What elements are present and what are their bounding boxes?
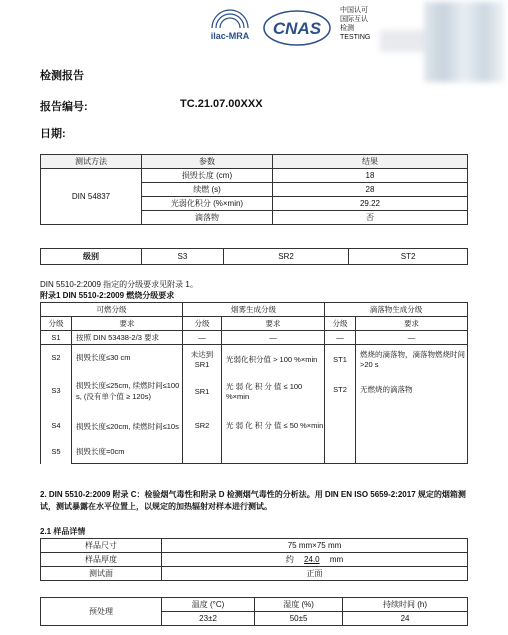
dash-cell: —: [325, 331, 356, 345]
group-header-drip: 滴落物生成分级: [325, 303, 468, 317]
grade-s: S3: [142, 249, 224, 265]
sr-grade: 未达到 SR1: [190, 350, 214, 369]
report-number-label: 报告编号:: [40, 101, 88, 113]
section-2-heading: 2. DIN 5510-2:2009 附录 C：检验烟气毒性和附录 D 检测烟气毒性的分析法。用 DIN EN ISO 5659-2:2017 规定的烟箱测试，测试暴露在水平位置上，以规定的加热辐射对样本进行测试。: [40, 490, 466, 511]
grade-sr: SR2: [223, 249, 348, 265]
col-header-method: 测试方法: [41, 155, 142, 169]
s-req: 按照 DIN 53438-2/3 要求: [72, 331, 183, 345]
s-req: 损毁长度≤20cm, 续燃时间≤10s: [76, 421, 179, 431]
preconditioning-table: [40, 597, 468, 626]
param-cell: 续燃 (s): [142, 183, 273, 197]
test-method: DIN 54837: [41, 169, 142, 225]
redacted-area: [380, 30, 430, 52]
sub-header-req: 要求: [72, 317, 183, 331]
section-2-1-heading: 2.1 样品详情: [40, 527, 86, 536]
svg-text:CNAS: CNAS: [272, 19, 322, 38]
sample-value: 正面: [162, 567, 468, 581]
cnas-logo: [262, 6, 332, 50]
thickness-unit: mm: [329, 554, 344, 564]
duration-value: 24: [343, 612, 468, 626]
s-req: 损毁长度≤25cm, 续燃时间≤100 s, (没有单个值 ≥ 120s): [76, 381, 180, 401]
sr-req: 光 弱 化 积 分 值 ≤ 100 %×min: [226, 382, 303, 401]
sr-grade: SR2: [194, 421, 210, 430]
col-header-param: 参数: [142, 155, 273, 169]
sample-details-table: [40, 538, 468, 581]
s-grade: S3: [51, 386, 61, 396]
sample-label: 样品厚度: [41, 553, 162, 567]
sub-header-grade: 分级: [325, 317, 356, 331]
grade-st: ST2: [349, 249, 468, 265]
sub-header-req: 要求: [356, 317, 468, 331]
dash-cell: —: [356, 331, 468, 345]
sr-req: 光弱化积分值 > 100 %×min: [226, 355, 318, 364]
s-grade: S1: [41, 331, 72, 345]
s-req: 损毁长度=0cm: [76, 447, 125, 456]
st-grade: ST1: [333, 355, 347, 364]
sr-req: 光 弱 化 积 分 值 ≤ 50 %×min: [226, 421, 324, 430]
st-grade: ST2: [333, 385, 347, 394]
grade-table: [40, 248, 468, 265]
result-cell: 18: [273, 169, 468, 183]
st-req: 无燃烧的滴落物: [360, 385, 413, 394]
param-cell: 滴落物: [142, 211, 273, 225]
group-header-flammability: 可燃分级: [41, 303, 183, 317]
s-grade: S4: [51, 421, 61, 431]
appendix-title: 附录1 DIN 5510-2:2009 燃烧分级要求: [40, 291, 175, 300]
result-cell: 28: [273, 183, 468, 197]
s-req: 损毁长度≤30 cm: [76, 353, 131, 362]
st-req: 燃烧的滴落物，滴落物燃烧时间>20 s: [360, 350, 465, 369]
cnas-accreditation-text: 中国认可 国际互认 检测 TESTING: [340, 7, 371, 41]
param-cell: 光弱化积分 (%×min): [142, 197, 273, 211]
sub-header-grade: 分级: [41, 317, 72, 331]
sub-header-grade: 分级: [183, 317, 222, 331]
s-grade: S5: [51, 447, 61, 457]
col-header-duration: 持续时间 (h): [343, 598, 468, 612]
report-number: TC.21.07.00XXX: [180, 98, 263, 110]
temperature-value: 23±2: [162, 612, 255, 626]
col-header-humidity: 湿度 (%): [255, 598, 343, 612]
classification-table: [40, 302, 468, 464]
redacted-qr-code: [424, 2, 504, 82]
group-header-smoke: 烟雾生成分级: [183, 303, 325, 317]
svg-text:ilac-MRA: ilac-MRA: [210, 31, 250, 41]
thickness-prefix: 约: [285, 554, 294, 564]
grading-note: DIN 5510-2:2009 指定的分级要求见附录 1。: [40, 280, 198, 289]
param-cell: 损毁长度 (cm): [142, 169, 273, 183]
col-header-temperature: 温度 (°C): [162, 598, 255, 612]
sample-label: 测试面: [41, 567, 162, 581]
humidity-value: 50±5: [255, 612, 343, 626]
dash-cell: —: [183, 331, 222, 345]
result-cell: 29.22: [273, 197, 468, 211]
report-title: 检测报告: [40, 70, 84, 82]
dash-cell: —: [222, 331, 325, 345]
sample-label: 样品尺寸: [41, 539, 162, 553]
sample-thickness: [162, 553, 468, 567]
ilac-mra-logo: [206, 6, 254, 50]
sr-grade: SR1: [194, 387, 210, 396]
precondition-label: 预处理: [41, 598, 162, 626]
grade-label: 级别: [41, 249, 142, 265]
thickness-value: 24.0: [304, 554, 320, 564]
col-header-result: 结果: [273, 155, 468, 169]
sub-header-req: 要求: [222, 317, 325, 331]
s-grade: S2: [51, 353, 61, 363]
sample-value: 75 mm×75 mm: [162, 539, 468, 553]
result-cell: 否: [273, 211, 468, 225]
date-label: 日期:: [40, 128, 66, 140]
test-results-table: [40, 154, 468, 225]
